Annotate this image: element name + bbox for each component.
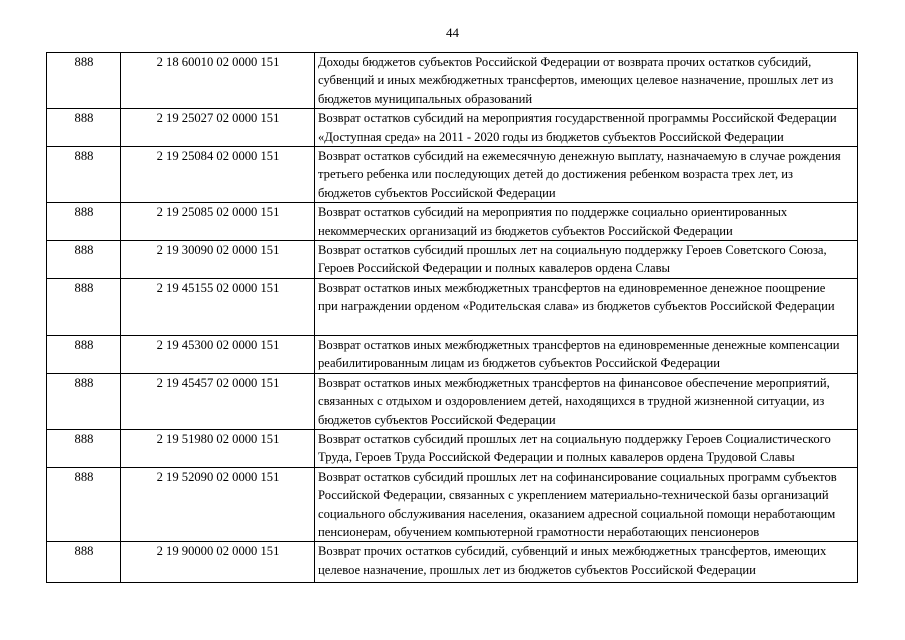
kbk-code-cell: 2 19 25085 02 0000 151 — [121, 203, 315, 241]
description-line: социального обслуживания населения, оказанием адресной социальной помощи неработающим — [318, 506, 836, 521]
description-line: Возврат остатков иных межбюджетных трансфертов на единовременные денежные компенсации — [318, 337, 840, 352]
description-line: Возврат остатков субсидий на мероприятия по поддержке социально ориентированных — [318, 205, 788, 220]
description-cell — [315, 203, 858, 241]
kbk-code-cell: 2 19 30090 02 0000 151 — [121, 241, 315, 279]
table-row — [47, 278, 858, 335]
description-line: Доходы бюджетов субъектов Российской Федерации от возврата прочих остатков субсидий, — [318, 55, 812, 69]
description-line: Возврат остатков субсидий прошлых лет на софинансирование социальных программ субъектов — [318, 469, 837, 484]
admin-code-cell: 888 — [47, 203, 121, 241]
description-cell — [315, 109, 858, 147]
description-cell — [315, 278, 858, 335]
description-line: некоммерческих организаций из бюджетов субъектов Российской Федерации — [318, 223, 733, 238]
description-line: бюджетов муниципальных образований — [318, 91, 533, 106]
table-row — [47, 335, 858, 373]
description-cell — [315, 373, 858, 429]
description-line: связанных с отдыхом и оздоровлением детей, находящихся в трудной жизненной ситуации, из — [318, 394, 825, 409]
admin-code-cell: 888 — [47, 147, 121, 203]
table-row — [47, 467, 858, 542]
kbk-code-cell: 2 19 90000 02 0000 151 — [121, 542, 315, 583]
admin-code-cell: 888 — [47, 53, 121, 109]
kbk-code-cell: 2 19 45155 02 0000 151 — [121, 278, 315, 335]
description-cell — [315, 147, 858, 203]
description-cell — [315, 429, 858, 467]
description-line: Возврат остатков субсидий на мероприятия государственной программы Российской Федерации — [318, 111, 837, 126]
kbk-code-cell: 2 19 45300 02 0000 151 — [121, 335, 315, 373]
description-line: Труда, Героев Труда Российской Федерации и полных кавалеров ордена Трудовой Славы — [318, 450, 795, 465]
kbk-code-cell: 2 19 25027 02 0000 151 — [121, 109, 315, 147]
table-row — [47, 147, 858, 203]
description-line: бюджетов субъектов Российской Федерации — [318, 185, 556, 200]
kbk-code-cell: 2 19 45457 02 0000 151 — [121, 373, 315, 429]
table-row — [47, 53, 858, 109]
description-line: Возврат остатков субсидий прошлых лет на социальную поддержку Героев Социалистического — [318, 431, 831, 446]
admin-code-cell: 888 — [47, 373, 121, 429]
page-number: 44 — [446, 25, 459, 40]
description-line: Возврат остатков иных межбюджетных трансфертов на единовременное денежное поощрение — [318, 280, 826, 295]
table-row — [47, 542, 858, 583]
admin-code-cell: 888 — [47, 542, 121, 583]
description-line: целевое назначение, прошлых лет из бюджетов субъектов Российской Федерации — [318, 562, 756, 577]
description-line: Возврат прочих остатков субсидий, субвенций и иных межбюджетных трансфертов, имеющих — [318, 544, 827, 559]
description-line: Возврат остатков иных межбюджетных трансфертов на финансовое обеспечение мероприятий, — [318, 375, 830, 390]
budget-classification-table — [46, 52, 858, 583]
admin-code-cell: 888 — [47, 467, 121, 542]
table-body — [47, 53, 858, 583]
description-line: реабилитированным лицам из бюджетов субъектов Российской Федерации — [318, 356, 720, 371]
table-row — [47, 203, 858, 241]
admin-code-cell: 888 — [47, 109, 121, 147]
description-line: Возврат остатков субсидий прошлых лет на социальную поддержку Героев Советского Союза, — [318, 243, 827, 258]
table-row — [47, 429, 858, 467]
description-line: бюджетов субъектов Российской Федерации — [318, 412, 556, 427]
kbk-code-cell: 2 19 25084 02 0000 151 — [121, 147, 315, 203]
description-line: Героев Российской Федерации и полных кавалеров ордена Славы — [318, 261, 671, 276]
admin-code-cell: 888 — [47, 241, 121, 279]
table-row — [47, 373, 858, 429]
description-cell — [315, 467, 858, 542]
kbk-code-cell: 2 18 60010 02 0000 151 — [121, 53, 315, 109]
kbk-code-cell: 2 19 52090 02 0000 151 — [121, 467, 315, 542]
description-line: третьего ребенка или последующих детей до достижения ребенком возраста трех лет, из — [318, 167, 793, 182]
description-line: «Доступная среда» на 2011 - 2020 годы из бюджетов субъектов Российской Федерации — [318, 129, 784, 144]
description-cell — [315, 542, 858, 583]
admin-code-cell: 888 — [47, 278, 121, 335]
description-line: Возврат остатков субсидий на ежемесячную денежную выплату, назначаемую в случае рождения — [318, 149, 841, 164]
description-line: при награждении орденом «Родительская слава» из бюджетов субъектов Российской Федерации — [318, 299, 835, 314]
description-line: субвенций и иных межбюджетных трансфертов, имеющих целевое назначение, прошлых лет из — [318, 73, 834, 88]
admin-code-cell: 888 — [47, 335, 121, 373]
description-cell — [315, 241, 858, 279]
kbk-code-cell: 2 19 51980 02 0000 151 — [121, 429, 315, 467]
table-row — [47, 109, 858, 147]
description-line: Российской Федерации, связанных с укреплением материально-технической базы организаций — [318, 488, 829, 503]
description-line: пенсионерам, обучением компьютерной грамотности неработающих пенсионеров — [318, 524, 760, 539]
description-cell — [315, 335, 858, 373]
description-cell — [315, 53, 858, 109]
table-row — [47, 241, 858, 279]
admin-code-cell: 888 — [47, 429, 121, 467]
